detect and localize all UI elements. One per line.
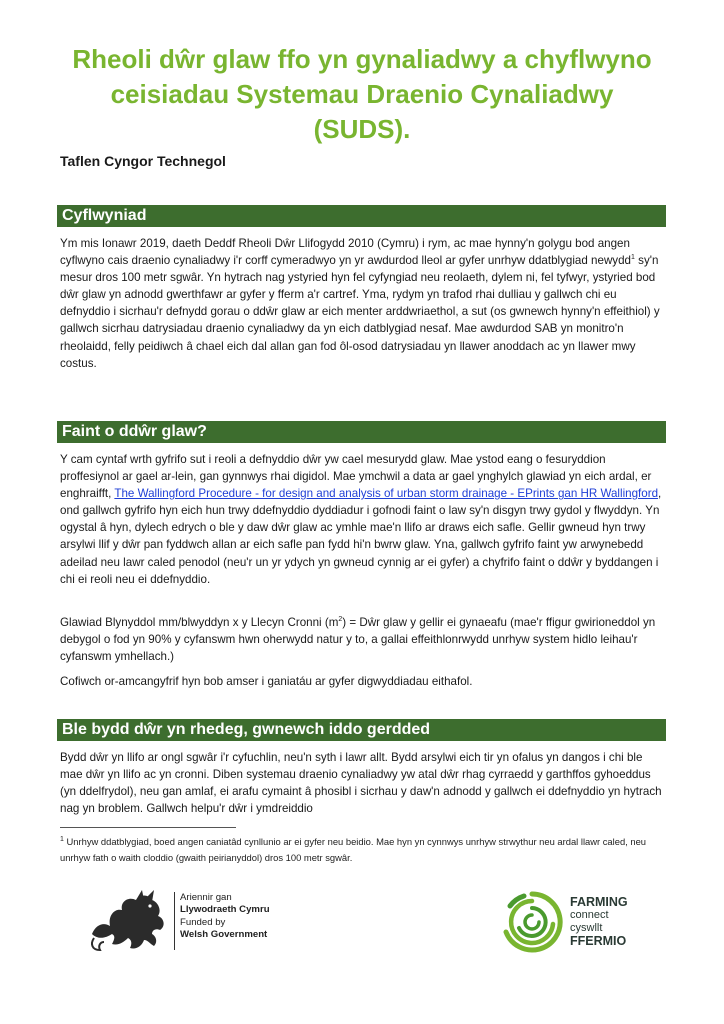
footnote-divider	[60, 827, 236, 828]
llywodraeth-cymru: Llywodraeth Cymru	[180, 904, 270, 916]
formula-part-2: ) = Dŵr glaw y gellir ei gynaeafu (mae'r ffigur gwirioneddol yn debygol o fod yn 90% y cyfanswm hwn oherwydd natur y to, a gallai effeithlonrwydd unrhyw system hidlo leihau'r cyfanswm ymhellach.)	[60, 616, 656, 664]
flow-paragraph: Bydd dŵr yn llifo ar ongl sgwâr i'r cyfuchlin, neu'n syth i lawr allt. Bydd arsylwi eich tir yn ofalus yn dangos i chi ble mae dŵr yn llifo ac yn cronni. Diben systemau draenio cynaliadwy yw atal dŵr rhag cyrraedd y garthffos gyhoeddus (yn ddelfrydol), neu gan amlaf, ei arafu cymaint â phosibl i sicrhau y daw'n adnodd y gallwch ei ddefnyddio yn hytrach nag yn broblem. Gallwch helpu'r dŵr i ymdreiddio	[60, 751, 662, 816]
welsh-dragon-icon	[86, 888, 168, 954]
farming-connect-ring-icon	[498, 888, 566, 956]
footnote-ref[interactable]: 1	[631, 254, 635, 262]
section-heading-howmuch: Faint o ddŵr glaw?	[57, 421, 666, 443]
howmuch-paragraph-2	[60, 614, 662, 665]
farming-connect-logo	[498, 888, 658, 962]
farming-label: FARMING	[570, 895, 628, 909]
cyswllt-label: cyswllt	[570, 922, 603, 934]
page-title: Rheoli dŵr glaw ffo yn gynaliadwy a chyflwyno ceisiadau Systemau Draenio Cynaliadwy (SUDS).	[72, 44, 652, 144]
footnote-number: 1	[60, 835, 64, 843]
formula-part-1: Glawiad Blynyddol mm/blwyddyn x y Llecyn Cronni (m	[60, 616, 339, 629]
wallingford-link[interactable]: The Wallingford Procedure - for design and analysis of urban storm drainage - EPrints gan HR Wallingford	[114, 487, 659, 501]
footnote-text: Unrhyw ddatblygiad, boed angen caniatâd cynllunio ar ei gyfer neu beidio. Mae hyn yn cynnwys unrhyw strwythur neu ardal llawr caled, neu unrhyw fath o waith cloddio (gwaith peirianyddol) dros 100 metr sgwâr.	[60, 836, 647, 863]
logo-divider	[174, 892, 175, 950]
welsh-government-text	[180, 892, 270, 942]
welsh-government-logo	[86, 888, 286, 958]
howmuch-p1-part-2: , ond gallwch gyfrifo hyn eich hun trwy ddefnyddio dyddiadur i gofnodi faint o law sy'n disgyn trwy gydol y flwyddyn. Yn ogystal â hyn, dylech edrych o ble y daw dŵr glaw ac ymhle mae'n llifo ar draws eich safle. Gellir gwneud hyn trwy arsylwi llif y dŵr pan fyddwch allan ar eich safle pan fydd hi'n bwrw glaw. Yna, gallwch gyfrifo faint yw arwynebedd adeilad neu lawr caled penodol (neu'r un yr ydych yn gwneud cynnig ar ei gyfer) a chyfrifo faint o ddŵr y byddangen i chi ei reoli neu ei ddefnyddio.	[60, 487, 662, 586]
connect-label: connect	[570, 909, 609, 921]
welsh-government: Welsh Government	[180, 929, 268, 941]
squared-superscript: 2	[338, 616, 343, 624]
footnote	[60, 834, 662, 866]
section-heading-flow: Ble bydd dŵr yn rhedeg, gwnewch iddo gerdded	[57, 719, 666, 741]
howmuch-paragraph-3: Cofiwch or-amcangyfrif hyn bob amser i ganiatáu ar gyfer digwyddiadau eithafol.	[60, 675, 473, 688]
farming-connect-text	[570, 896, 628, 948]
howmuch-p1-part-1: Y cam cyntaf wrth gyfrifo sut i reoli a defnyddio dŵr yw cael mesurydd glaw. Mae ystod eang o fesuryddion proffesiynol ar gael ar-lein, gan gynnwys rhai digidol. Mae ymchwil a data ar gael ynghylch glawiad yn eich ardal, er enghraifft,	[60, 453, 652, 501]
ffermio-label: FFERMIO	[570, 934, 627, 948]
funded-by-welsh: Ariennir gan	[180, 892, 232, 903]
document-subtitle: Taflen Cyngor Technegol	[60, 153, 226, 169]
howmuch-paragraph-1	[60, 451, 662, 588]
funded-by-english: Funded by	[180, 916, 226, 928]
intro-text-part-2: sy'n mesur dros 100 metr sgwâr. Yn hytrach nag ystyried hyn fel cyfyngiad neu reolaeth, dylem ni, fel tyfwyr, ystyried bod dŵr glaw yn adnodd gwerthfawr ar gyfer y fferm a'r cartref. Yma, rydym yn trafod rhai dulliau y gallwch chi eu defnyddio i sicrhau'r defnydd gorau o ddŵr glaw ar eich menter arddwriaethol, a sut (os gwnewch hynny'n effeithiol) y gallwch sicrhau datrysiadau draenio cynaliadwy da yn eich datblygiad nesaf. Mae awdurdod SAB yn monitro'n rheolaidd, felly peidiwch â chael eich dal allan gan fod ôl-osod datrysiadau yn llawer anoddach ac yn llawer mwy costus.	[60, 254, 660, 370]
intro-paragraph	[60, 235, 662, 372]
section-heading-intro: Cyflwyniad	[57, 205, 666, 227]
intro-text-part-1: Ym mis Ionawr 2019, daeth Deddf Rheoli Dŵr Llifogydd 2010 (Cymru) i rym, ac mae hynny'n golygu bod angen cyflwyno cais draenio cynaliadwy i'r corff cymeradwyo yn yr awdurdod lleol ar gyfer unrhyw ddatblygiad newydd	[60, 237, 632, 268]
